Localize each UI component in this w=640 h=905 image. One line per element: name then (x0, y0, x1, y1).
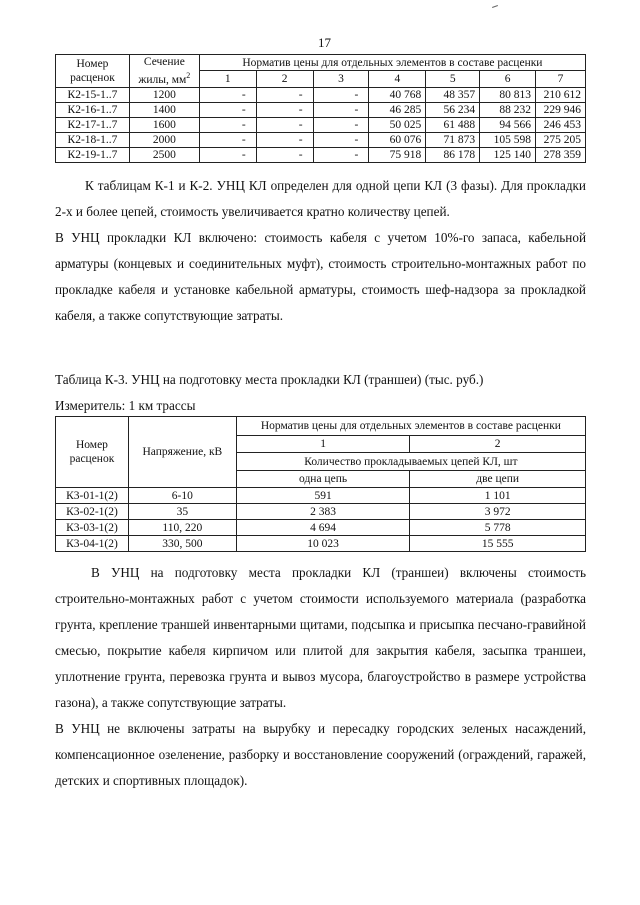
table-cell: 56 234 (426, 102, 480, 117)
table-cell: 10 023 (236, 536, 410, 552)
table-cell: 1400 (129, 102, 199, 117)
table-cell: 1 101 (410, 488, 586, 504)
header-two-circuits: две цепи (410, 471, 586, 488)
paragraph-not-included: В УНЦ не включены затраты на вырубку и пересадку городских зеленых насаждений, компенсационное озеленение, разборку и восстановление сооружений (ограждений, гаражей, детских и спортивных площадок). (55, 721, 586, 788)
table-row (56, 504, 586, 520)
table-row (56, 132, 586, 147)
table-cell: - (199, 147, 256, 162)
table-row (56, 520, 586, 536)
table-cell: - (313, 102, 369, 117)
header-col-1: 1 (236, 436, 410, 453)
table-cell: 110, 220 (128, 520, 236, 536)
header-col-2: 2 (410, 436, 586, 453)
paragraph-note-tables: К таблицам К-1 и К-2. УНЦ КЛ определен для одной цепи КЛ (3 фазы). Для прокладки 2-х и более цепей, стоимость увеличивается кратно количеству цепей. (55, 178, 586, 219)
table-cell: 4 694 (236, 520, 410, 536)
cable-price-table (55, 54, 586, 163)
table-row (56, 102, 586, 117)
table-cell: 71 873 (426, 132, 480, 147)
table-cell: 6-10 (128, 488, 236, 504)
header-section: Сечение жилы, $мм^2$ (129, 55, 199, 88)
column-number: 1 (199, 71, 256, 87)
column-number: 6 (480, 71, 536, 87)
table-cell: 246 453 (536, 117, 586, 132)
page-number: 17 (318, 35, 331, 50)
table-cell: 2 383 (236, 504, 410, 520)
table-cell: 60 076 (369, 132, 426, 147)
table-cell: К2-17-1..7 (56, 117, 130, 132)
table-cell: К3-02-1(2) (56, 504, 129, 520)
table-cell: К3-04-1(2) (56, 536, 129, 552)
table-cell: 48 357 (426, 87, 480, 102)
column-number: 4 (369, 71, 426, 87)
column-number: 2 (256, 71, 313, 87)
table-cell: 88 232 (480, 102, 536, 117)
table-cell: - (199, 102, 256, 117)
header-number: Номер расценок (56, 417, 129, 488)
paragraph-included-costs: В УНЦ прокладки КЛ включено: стоимость кабеля с учетом 10%-го запаса, кабельной арматуры (концевых и соединительных муфт), стоимость строительно-монтажных работ по прокладке кабеля и установке кабельной арматуры, стоимость шеф-надзора за прокладкой кабеля, а также сопутствующие затраты. (55, 230, 586, 323)
table-cell: - (313, 87, 369, 102)
table-title: Таблица К-3. УНЦ на подготовку места прокладки КЛ (траншеи) (тыс. руб.) (55, 372, 484, 387)
table-cell: К3-03-1(2) (56, 520, 129, 536)
header-norm: Норматив цены для отдельных элементов в составе расценки (236, 417, 585, 436)
table-cell: 50 025 (369, 117, 426, 132)
table-row (56, 117, 586, 132)
table-row (56, 488, 586, 504)
table-cell: 61 488 (426, 117, 480, 132)
table-unit: Измеритель: 1 км трассы (55, 398, 196, 413)
table-cell: - (256, 87, 313, 102)
table-cell: К2-16-1..7 (56, 102, 130, 117)
table-cell: 330, 500 (128, 536, 236, 552)
column-number: 3 (313, 71, 369, 87)
table-cell: 278 359 (536, 147, 586, 162)
table-cell: 35 (128, 504, 236, 520)
header-voltage: Напряжение, кВ (128, 417, 236, 488)
table-cell: К2-18-1..7 (56, 132, 130, 147)
table-cell: - (313, 132, 369, 147)
header-one-circuit: одна цепь (236, 471, 410, 488)
table-cell: - (256, 102, 313, 117)
table-cell: 229 946 (536, 102, 586, 117)
table-cell: 3 972 (410, 504, 586, 520)
table-cell: 591 (236, 488, 410, 504)
table-cell: - (199, 132, 256, 147)
table-cell: К3-01-1(2) (56, 488, 129, 504)
table-cell: 94 566 (480, 117, 536, 132)
table-cell: 275 205 (536, 132, 586, 147)
header-norm: Норматив цены для отдельных элементов в составе расценки (199, 55, 585, 71)
table-cell: 86 178 (426, 147, 480, 162)
table-cell: - (256, 117, 313, 132)
table-cell: 105 598 (480, 132, 536, 147)
table-cell: 80 813 (480, 87, 536, 102)
table-cell: - (199, 87, 256, 102)
table-cell: - (199, 117, 256, 132)
table-cell: К2-15-1..7 (56, 87, 130, 102)
column-number: 5 (426, 71, 480, 87)
scan-mark (492, 5, 498, 8)
table-row (56, 87, 586, 102)
table-cell: - (313, 147, 369, 162)
table-cell: 46 285 (369, 102, 426, 117)
table-cell: 15 555 (410, 536, 586, 552)
table-cell: 210 612 (536, 87, 586, 102)
header-number: Номер расценок (56, 55, 130, 88)
table-cell: 40 768 (369, 87, 426, 102)
trench-price-table (55, 416, 586, 552)
column-number: 7 (536, 71, 586, 87)
header-count: Количество прокладываемых цепей КЛ, шт (236, 453, 585, 471)
paragraph-trench-included: В УНЦ на подготовку места прокладки КЛ (траншеи) включены стоимость строительно-монтажных работ с учетом стоимости используемого материала (разработка грунта, крепление траншей инвентарными щитами, подсыпка и присыпка песчано-гравийной смесью, покрытие кабеля кирпичом или плитой для закрытия кабеля, засыпка траншеи, уплотнение грунта, перевозка грунта и вывоз мусора, благоустройство в размере устройства газона), а также сопутствующие затраты. (55, 565, 586, 710)
table-cell: - (256, 132, 313, 147)
table-cell: 2000 (129, 132, 199, 147)
table-cell: 5 778 (410, 520, 586, 536)
table-cell: 1200 (129, 87, 199, 102)
table-cell: 2500 (129, 147, 199, 162)
table-cell: 125 140 (480, 147, 536, 162)
table-cell: - (256, 147, 313, 162)
table-cell: - (313, 117, 369, 132)
table-cell: К2-19-1..7 (56, 147, 130, 162)
table-row (56, 147, 586, 162)
table-cell: 1600 (129, 117, 199, 132)
table-cell: 75 918 (369, 147, 426, 162)
table-row (56, 536, 586, 552)
